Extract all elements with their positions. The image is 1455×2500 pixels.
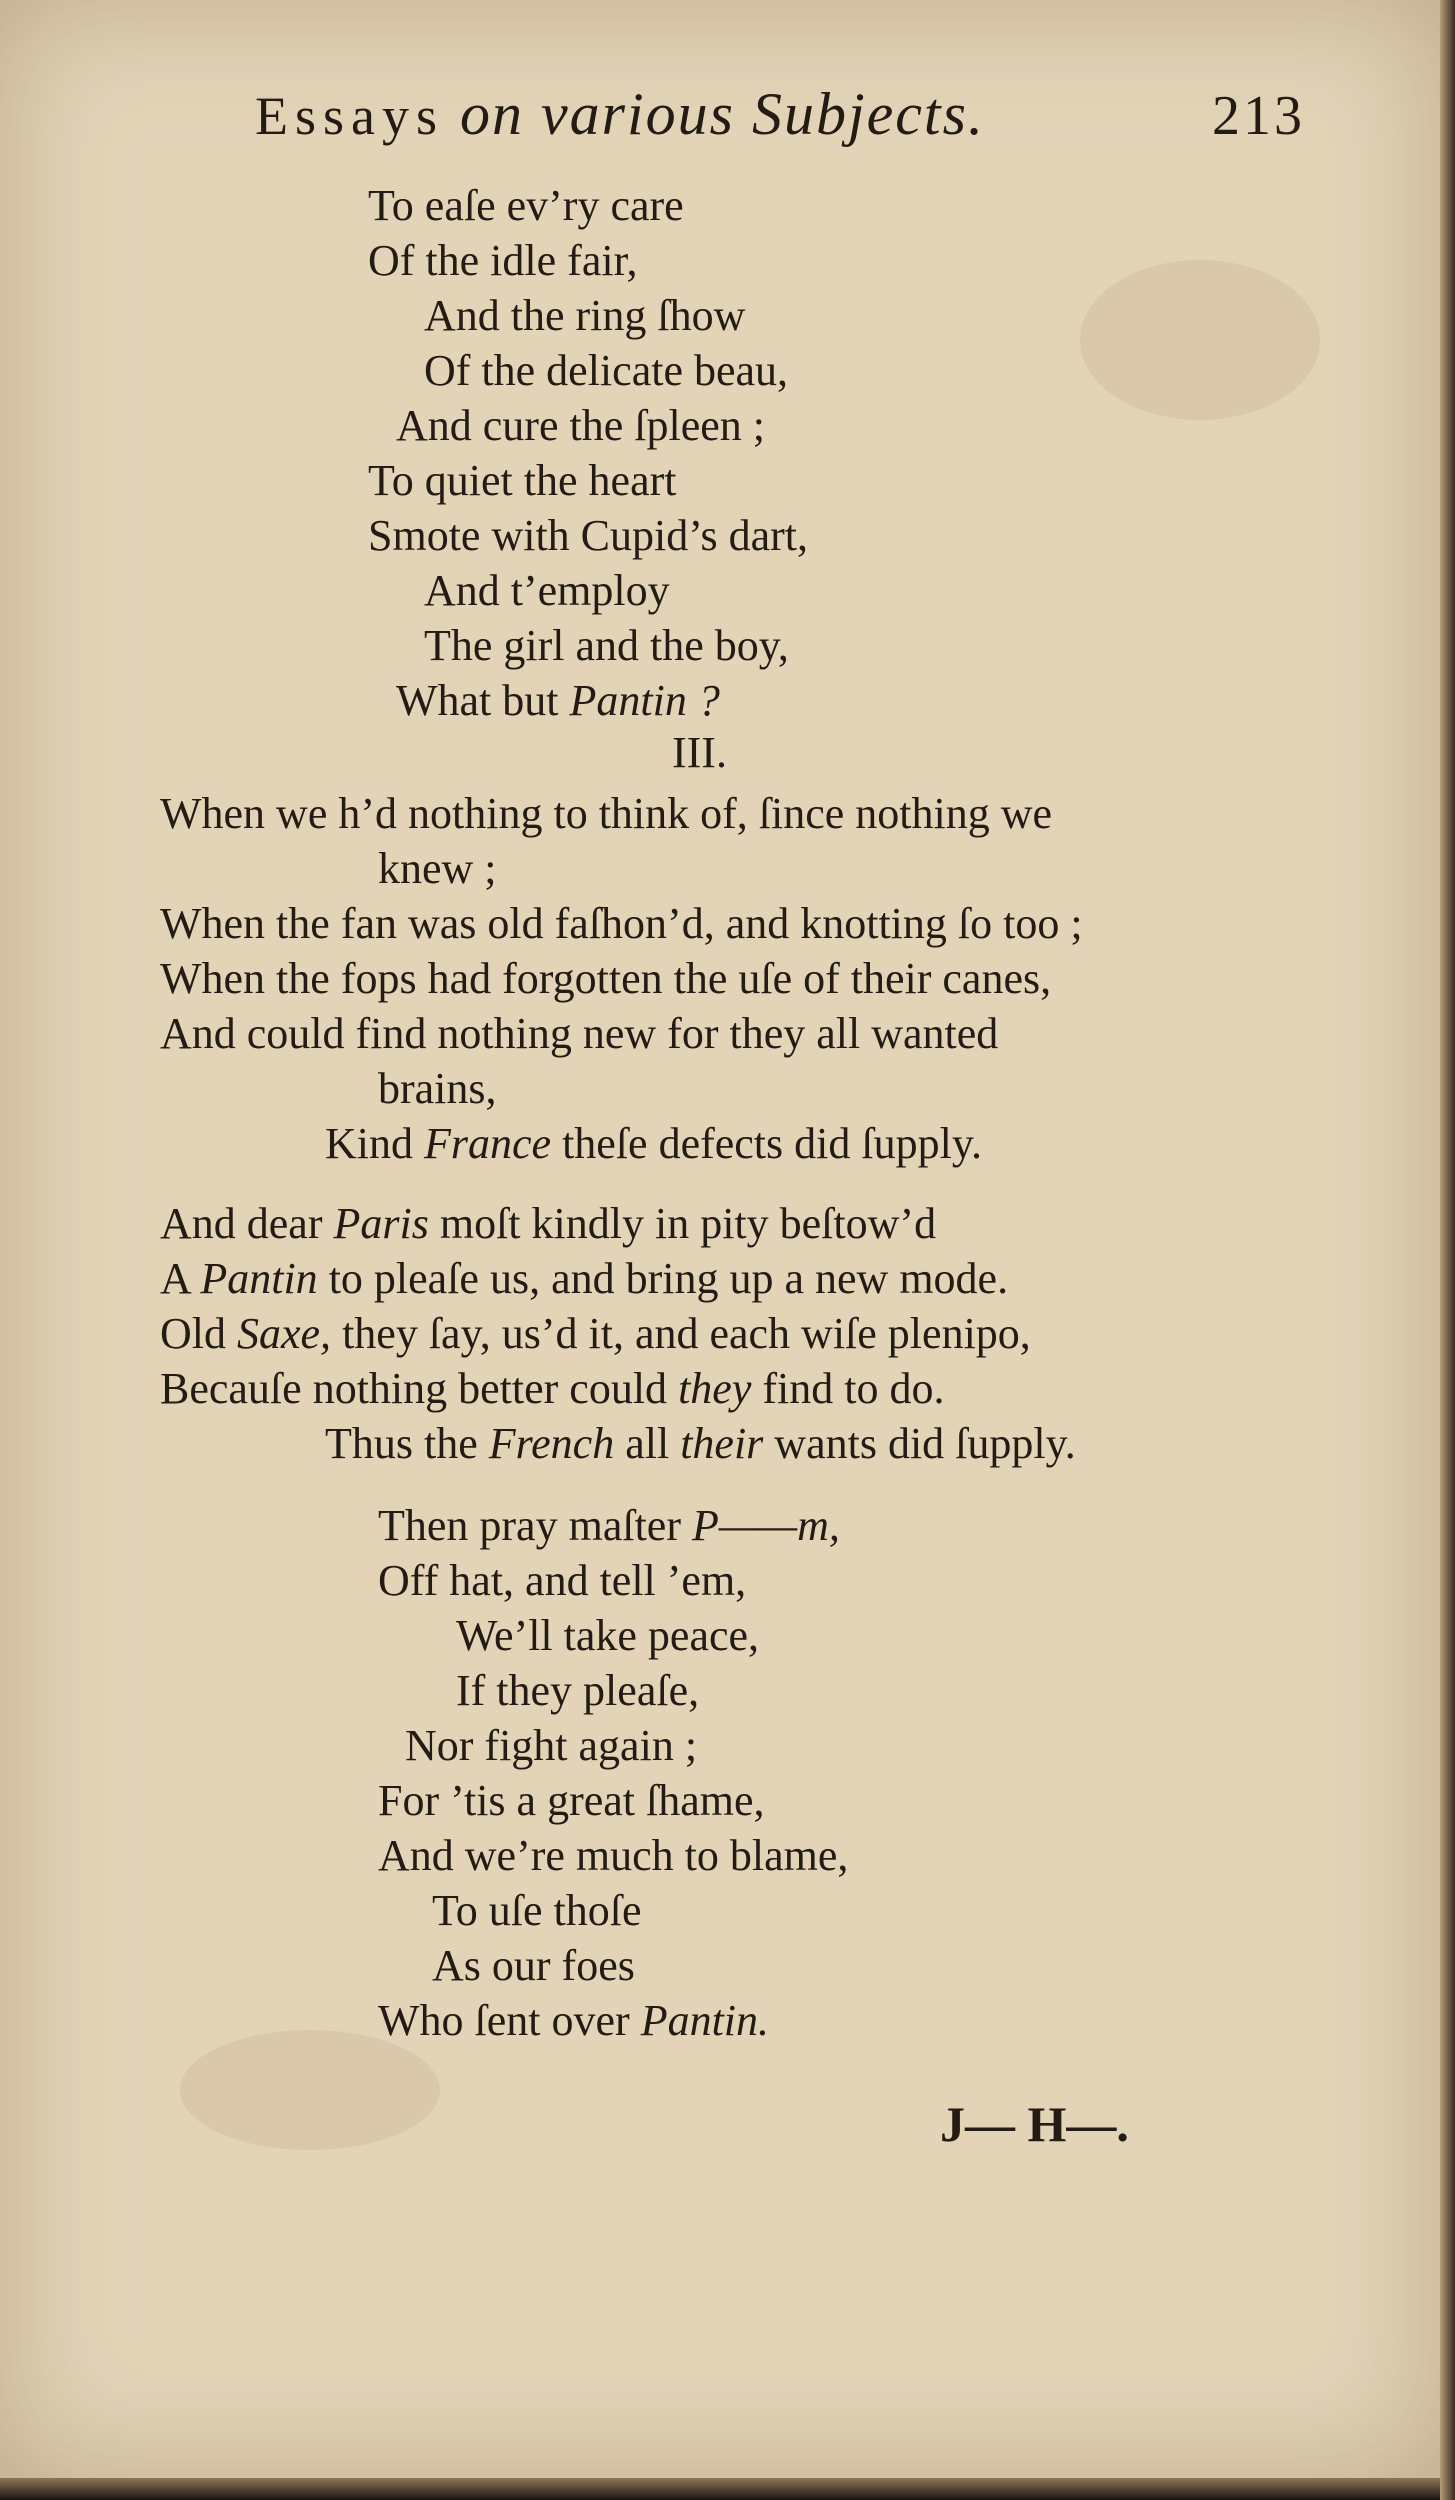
verse-italic: France — [424, 1119, 552, 1168]
verse-line: To uſe thoſe — [432, 1886, 642, 1935]
verse-line — [325, 1118, 982, 1170]
paper-stain — [1080, 260, 1320, 420]
verse-text: find to do. — [762, 1364, 945, 1413]
verse-text: moſt kindly in pity beſtow’d — [439, 1199, 937, 1248]
section-numeral: III. — [672, 728, 727, 777]
verse-line: Smote with Cupid’s dart, — [368, 511, 808, 560]
verse-text: theſe defects did ſupply. — [562, 1119, 982, 1168]
author-signature: J— H—. — [940, 2096, 1129, 2152]
verse-line: We’ll take peace, — [456, 1611, 760, 1660]
verse-line: To eaſe ev’ry care — [368, 181, 684, 230]
verse-line: As our foes — [432, 1941, 635, 1990]
verse-line — [396, 675, 720, 727]
verse-text: Thus the — [325, 1419, 478, 1468]
verse-line — [160, 1308, 1031, 1360]
verse-line: The girl and the boy, — [424, 621, 789, 670]
verse-italic: Pantin — [200, 1254, 318, 1303]
verse-text: they ſay, us’d it, and each wiſe plenipo, — [342, 1309, 1031, 1358]
verse-line — [160, 1253, 1008, 1305]
verse-text: wants did ſupply. — [774, 1419, 1076, 1468]
verse-line: And the ring ſhow — [424, 291, 746, 340]
running-title — [255, 80, 985, 149]
verse-line: Nor fight again ; — [405, 1721, 698, 1770]
verse-line: When the fops had forgotten the uſe of their canes, — [160, 954, 1052, 1003]
verse-line: knew ; — [378, 844, 497, 893]
running-header — [255, 80, 1305, 170]
verse-line: And cure the ſpleen ; — [396, 401, 765, 450]
page-edge — [1440, 0, 1455, 2500]
verse-line: When we h’d nothing to think of, ſince nothing we — [160, 789, 1053, 838]
verse-italic: Pantin ? — [569, 676, 720, 725]
verse-italic: their — [680, 1419, 764, 1468]
verse-text: Then pray maſter — [378, 1501, 681, 1550]
verse-text: Becauſe nothing better could — [160, 1364, 668, 1413]
verse-line: Of the idle fair, — [368, 236, 638, 285]
verse-italic: French — [488, 1419, 615, 1468]
verse-line: And t’employ — [424, 566, 670, 615]
verse-text: And dear — [160, 1199, 323, 1248]
verse-line: brains, — [378, 1064, 497, 1113]
paper-stain — [180, 2030, 440, 2150]
verse-line: Off hat, and tell ’em, — [378, 1556, 747, 1605]
verse-italic: they — [678, 1364, 752, 1413]
verse-italic: Saxe, — [237, 1309, 332, 1358]
verse-text: Who ſent over — [378, 1996, 630, 2045]
verse-line — [160, 1198, 936, 1250]
verse-italic: Pantin. — [640, 1996, 770, 2045]
verse-line: For ’tis a great ſhame, — [378, 1776, 765, 1825]
verse-line — [325, 1418, 1076, 1470]
verse-text: Kind — [325, 1119, 413, 1168]
verse-line: When the fan was old faſhon’d, and knotting ſo too ; — [160, 899, 1083, 948]
verse-line — [160, 1363, 944, 1415]
verse-text: A — [160, 1254, 190, 1303]
verse-text: to pleaſe us, and bring up a new mode. — [328, 1254, 1009, 1303]
verse-line: Of the delicate beau, — [424, 346, 789, 395]
page-edge — [0, 2478, 1440, 2500]
verse-italic: Paris — [333, 1199, 429, 1248]
verse-text: What but — [396, 676, 559, 725]
verse-line — [378, 1500, 840, 1552]
running-title-italic: on various Subjects. — [460, 81, 985, 147]
verse-line: To quiet the heart — [368, 456, 677, 505]
verse-line: And we’re much to blame, — [378, 1831, 849, 1880]
verse-text: all — [625, 1419, 670, 1468]
verse-line: And could find nothing new for they all wanted — [160, 1009, 999, 1058]
running-title-smallcaps: Essays — [255, 86, 444, 146]
verse-line: If they pleaſe, — [456, 1666, 700, 1715]
verse-italic: P——m, — [691, 1501, 840, 1550]
verse-line — [378, 1995, 769, 2047]
verse-text: Old — [160, 1309, 226, 1358]
page-number: 213 — [1212, 85, 1305, 147]
